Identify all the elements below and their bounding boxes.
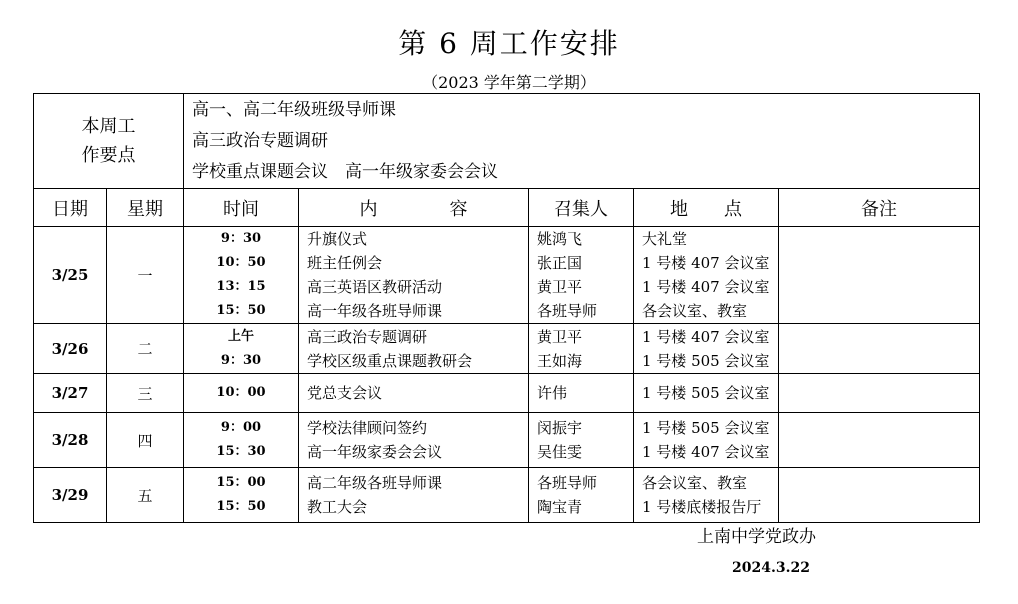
row-date: 3/26 [34, 324, 107, 374]
location-entry: 1 号楼 505 会议室 [642, 419, 770, 437]
header-date: 日期 [34, 189, 107, 227]
header-time: 时间 [184, 189, 299, 227]
page-title: 第 6 周工作安排 [398, 27, 620, 60]
time-entry: 15：50 [216, 303, 266, 318]
convener-entry: 张正国 [537, 254, 583, 272]
content-entry: 高一年级家委会会议 [307, 443, 443, 461]
time-entry: 上午 [227, 328, 254, 344]
convener-entry: 王如海 [537, 351, 583, 370]
location-entry: 1 号楼底楼报告厅 [642, 498, 762, 516]
location-entry: 1 号楼 407 会议室 [642, 278, 770, 296]
row-weekday: 一 [107, 227, 184, 324]
schedule-row [34, 413, 980, 468]
convener-entry: 黄卫平 [537, 327, 583, 346]
content-entry: 高一年级各班导师课 [307, 302, 443, 320]
convener-entry: 各班导师 [537, 302, 598, 320]
content-entry: 班主任例会 [307, 254, 383, 272]
time-entry: 9：30 [220, 352, 262, 368]
row-notes [779, 227, 980, 324]
schedule-row [34, 324, 980, 374]
time-entry: 9：00 [220, 420, 262, 435]
focus-label [34, 94, 184, 189]
row-times [184, 374, 299, 413]
focus-row [34, 94, 980, 189]
header-weekday: 星期 [107, 189, 184, 227]
time-entry: 13：15 [216, 279, 266, 294]
focus-item: 高一、高二年级班级导师课 [192, 99, 396, 120]
row-locations [634, 227, 779, 324]
row-weekday: 五 [107, 468, 184, 523]
row-weekday: 二 [107, 324, 184, 374]
focus-items [184, 94, 980, 189]
row-notes [779, 374, 980, 413]
row-date: 3/27 [34, 374, 107, 413]
content-entry: 学校法律顾问签约 [307, 419, 428, 437]
row-contents [299, 468, 529, 523]
header-convener: 召集人 [529, 189, 634, 227]
time-entry: 9：30 [220, 231, 262, 246]
focus-label-line: 作要点 [81, 145, 136, 166]
row-conveners [529, 413, 634, 468]
row-contents [299, 227, 529, 324]
location-entry: 大礼堂 [642, 230, 688, 248]
row-locations [634, 374, 779, 413]
schedule-table [33, 93, 980, 523]
issuing-organization: 上南中学党政办 [697, 527, 816, 547]
row-date: 3/25 [34, 227, 107, 324]
row-notes [779, 468, 980, 523]
schedule-row [34, 374, 980, 413]
row-date: 3/29 [34, 468, 107, 523]
row-locations [634, 413, 779, 468]
content-entry: 升旗仪式 [307, 230, 368, 248]
row-weekday: 三 [107, 374, 184, 413]
row-contents [299, 413, 529, 468]
time-entry: 15：30 [216, 444, 266, 459]
content-entry: 高三政治专题调研 [307, 327, 428, 346]
row-times [184, 227, 299, 324]
row-locations [634, 324, 779, 374]
row-contents [299, 374, 529, 413]
location-entry: 1 号楼 505 会议室 [642, 384, 770, 402]
content-entry: 教工大会 [307, 498, 368, 516]
content-entry: 党总支会议 [307, 384, 383, 402]
time-entry: 10：00 [216, 385, 266, 400]
convener-entry: 黄卫平 [537, 278, 583, 296]
location-entry: 1 号楼 407 会议室 [642, 254, 770, 272]
row-conveners [529, 374, 634, 413]
location-entry: 1 号楼 407 会议室 [642, 327, 770, 346]
issue-date: 2024.3.22 [732, 560, 810, 576]
row-times [184, 413, 299, 468]
content-entry: 高二年级各班导师课 [307, 474, 443, 492]
location-entry: 1 号楼 505 会议室 [642, 351, 770, 370]
focus-label-line: 本周工 [81, 116, 136, 137]
page-subtitle: （2023 学年第二学期） [422, 73, 596, 92]
convener-entry: 姚鸿飞 [537, 230, 583, 248]
convener-entry: 陶宝青 [537, 498, 583, 516]
row-notes [779, 413, 980, 468]
header-location: 地 点 [634, 189, 779, 227]
header-content: 内 容 [299, 189, 529, 227]
time-entry: 10：50 [216, 255, 266, 270]
row-contents [299, 324, 529, 374]
location-entry: 各会议室、教室 [642, 302, 748, 320]
row-locations [634, 468, 779, 523]
schedule-body [34, 227, 980, 523]
location-entry: 1 号楼 407 会议室 [642, 443, 770, 461]
convener-entry: 吴佳雯 [537, 443, 583, 461]
schedule-row [34, 468, 980, 523]
row-conveners [529, 324, 634, 374]
header-notes: 备注 [779, 189, 980, 227]
row-times [184, 324, 299, 374]
header-row [34, 189, 980, 227]
content-entry: 高三英语区教研活动 [307, 278, 443, 296]
row-notes [779, 324, 980, 374]
schedule-row [34, 227, 980, 324]
row-conveners [529, 227, 634, 324]
convener-entry: 闵振宇 [537, 419, 583, 437]
row-conveners [529, 468, 634, 523]
focus-item: 学校重点课题会议 高一年级家委会会议 [192, 161, 498, 182]
row-date: 3/28 [34, 413, 107, 468]
focus-item: 高三政治专题调研 [192, 130, 328, 151]
row-weekday: 四 [107, 413, 184, 468]
location-entry: 各会议室、教室 [642, 474, 748, 492]
time-entry: 15：50 [216, 499, 266, 514]
time-entry: 15：00 [216, 475, 266, 490]
convener-entry: 各班导师 [537, 474, 598, 492]
convener-entry: 许伟 [537, 384, 568, 402]
content-entry: 学校区级重点课题教研会 [307, 351, 473, 370]
row-times [184, 468, 299, 523]
